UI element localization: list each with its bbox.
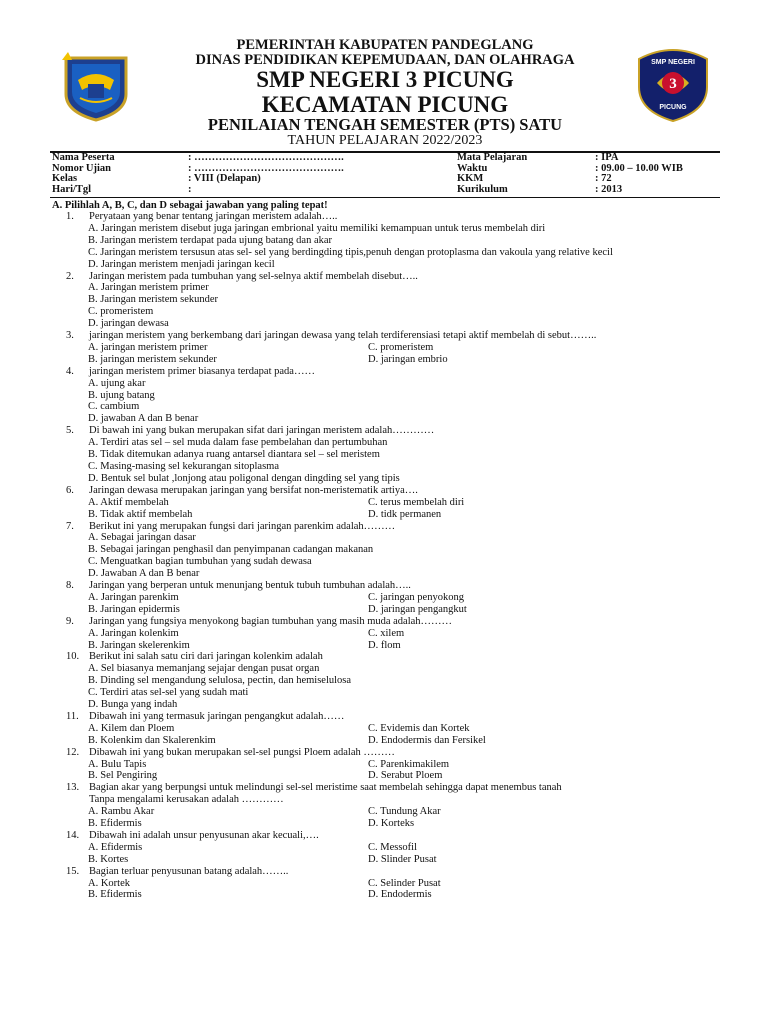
answer-option: C. promeristem xyxy=(88,306,154,318)
answer-option-row xyxy=(48,640,716,652)
answer-option: C. Terdiri atas sel-sel yang sudah mati xyxy=(88,687,249,699)
header-district: KECAMATAN PICUNG xyxy=(261,92,509,117)
info-value: : ……………………………………. xyxy=(188,152,344,163)
emblem-top-text: SMP NEGERI xyxy=(651,59,695,66)
answer-option-row xyxy=(48,604,716,616)
question-number: 2. xyxy=(66,270,74,282)
question-text: Di bawah ini yang bukan merupakan sifat dari jaringan meristem adalah………… xyxy=(89,425,435,437)
answer-option: C. Selinder Pusat xyxy=(368,877,441,889)
answer-option: A. Jaringan meristem primer xyxy=(88,282,209,294)
answer-option: C. promeristem xyxy=(368,341,434,353)
answer-option: D. Endodermis xyxy=(368,889,432,901)
answer-option: B. Efidermis xyxy=(88,889,142,901)
question-number: 13. xyxy=(66,782,80,794)
info-label: Hari/Tgl xyxy=(52,183,92,195)
question-item xyxy=(48,521,716,533)
answer-option: C. xilem xyxy=(368,627,405,639)
question-number: 11. xyxy=(66,710,79,722)
question-text: Berikut ini salah satu ciri dari jaringan kolenkim adalah xyxy=(89,651,323,663)
question-item xyxy=(48,366,716,378)
answer-option-row xyxy=(48,723,716,735)
answer-option: A. Jaringan kolenkim xyxy=(88,627,179,639)
answer-option: D. Serabut Ploem xyxy=(368,770,443,782)
question-item xyxy=(48,580,716,592)
question-text: Berikut ini yang merupakan fungsi dari jaringan parenkim adalah……… xyxy=(89,520,396,532)
info-row xyxy=(52,185,718,196)
info-value: : 72 xyxy=(595,173,612,184)
question-number: 8. xyxy=(66,580,74,592)
answer-option-row xyxy=(48,842,716,854)
header-academic-year: TAHUN PELAJARAN 2022/2023 xyxy=(287,133,483,148)
answer-option: B. Tidak aktif membelah xyxy=(88,508,193,520)
question-number: 15. xyxy=(66,865,80,877)
info-row xyxy=(52,164,718,175)
question-item xyxy=(48,616,716,628)
answer-option: D. jaringan dewasa xyxy=(88,318,169,330)
question-number: 5. xyxy=(66,425,74,437)
answer-option-row xyxy=(48,354,716,366)
question-item xyxy=(48,330,716,342)
question-text: Bagian akar yang berpungsi untuk melindungi sel-sel meristime saat membelah sehingga dapat menembus tanah xyxy=(89,782,562,794)
answer-option: C. Jaringan meristem tersusun atas sel- sel yang berdingding tipis,penuh dengan protoplasma dan vakoula yang relative kecil xyxy=(88,246,613,258)
question-item xyxy=(48,782,716,794)
answer-option: B. jaringan meristem sekunder xyxy=(88,353,217,365)
answer-option: B. Dinding sel mengandung selulosa, pectin, dan hemiselulosa xyxy=(88,675,352,687)
answer-option: A. Sebagai jaringan dasar xyxy=(88,532,196,544)
question-number: 7. xyxy=(66,520,74,532)
answer-option: A. Aktif membelah xyxy=(88,496,169,508)
question-list xyxy=(48,211,716,901)
answer-option-row xyxy=(48,806,716,818)
info-row xyxy=(52,174,718,185)
answer-option: B. Kortes xyxy=(88,853,129,865)
answer-option: A. ujung akar xyxy=(88,377,146,389)
answer-option: D. tidk permanen xyxy=(368,508,442,520)
answer-option: D. Jaringan meristem menjadi jaringan kecil xyxy=(88,258,275,270)
question-item xyxy=(48,425,716,437)
answer-option: B. Jaringan meristem sekunder xyxy=(88,294,219,306)
info-value: : 09.00 – 10.00 WIB xyxy=(595,162,683,174)
question-text: jaringan meristem primer biasanya terdapat pada…… xyxy=(89,365,315,377)
answer-option: A. Jaringan parenkim xyxy=(88,591,179,603)
answer-option: B. Jaringan epidermis xyxy=(88,603,180,615)
answer-option: D. jaringan pengangkut xyxy=(368,603,467,615)
question-item xyxy=(48,830,716,842)
question-text-continued: Tanpa mengalami kerusakan adalah ………… xyxy=(89,794,284,806)
info-label: Kurikulum xyxy=(457,183,508,195)
header-government: PEMERINTAH KABUPATEN PANDEGLANG xyxy=(236,37,534,53)
question-text: Jaringan dewasa merupakan jaringan yang bersifat non-meristematik artiya…. xyxy=(89,484,418,496)
question-number: 4. xyxy=(66,365,74,377)
answer-option: B. Kolenkim dan Skalerenkim xyxy=(88,734,216,746)
question-number: 10. xyxy=(66,651,80,663)
question-item xyxy=(48,211,716,223)
info-label: Kelas xyxy=(52,173,78,184)
answer-option: A. Efidermis xyxy=(88,841,143,853)
answer-option: D. jawaban A dan B benar xyxy=(88,413,199,425)
question-item xyxy=(48,747,716,759)
question-item xyxy=(48,485,716,497)
answer-option: C. Parenkimakilem xyxy=(368,758,450,770)
question-number: 14. xyxy=(66,829,80,841)
header-school-name: SMP NEGERI 3 PICUNG xyxy=(256,67,514,92)
answer-option-row xyxy=(48,342,716,354)
pandeglang-regency-emblem xyxy=(58,50,134,122)
student-info-table xyxy=(52,153,718,195)
answer-option: D. Slinder Pusat xyxy=(368,853,437,865)
question-number: 9. xyxy=(66,615,74,627)
answer-option: C. Masing-masing sel kekurangan sitoplasma xyxy=(88,461,280,472)
answer-option: D. Endodermis dan Fersikel xyxy=(368,734,486,746)
info-value: : xyxy=(188,183,192,195)
answer-option: B. Sel Pengiring xyxy=(88,770,158,782)
answer-option-row xyxy=(48,628,716,640)
answer-option: C. Messofil xyxy=(368,841,418,853)
info-label: KKM xyxy=(457,173,484,184)
answer-option: A. Sel biasanya memanjang sejajar dengan pusat organ xyxy=(88,663,320,675)
answer-option: B. Efidermis xyxy=(88,818,142,830)
answer-option: B. Jaringan meristem terdapat pada ujung batang dan akar xyxy=(88,234,333,246)
answer-option-row xyxy=(48,854,716,866)
answer-option: D. Bentuk sel bulat ,lonjong atau poligonal dengan dingding sel yang tipis xyxy=(88,472,400,484)
answer-option: A. Rambu Akar xyxy=(88,806,155,818)
question-text: Dibawah ini adalah unsur penyusunan akar kecuali,…. xyxy=(89,829,319,841)
question-text: Dibawah ini yang termasuk jaringan pengangkut adalah…… xyxy=(89,710,345,722)
answer-option: A. jaringan meristem primer xyxy=(88,341,208,353)
answer-option-row xyxy=(48,878,716,890)
info-divider xyxy=(50,197,720,198)
question-text: Jaringan yang fungsiya menyokong bagian tumbuhan yang masih muda adalah……… xyxy=(89,615,453,627)
answer-option: B. Jaringan skelerenkim xyxy=(88,639,190,651)
answer-option: A. Terdiri atas sel – sel muda dalam fase pembelahan dan pertumbuhan xyxy=(88,437,388,449)
answer-option-row xyxy=(48,592,716,604)
question-text: Jaringan meristem pada tumbuhan yang sel-selnya aktif membelah disebut….. xyxy=(89,270,418,282)
question-number: 1. xyxy=(66,211,74,222)
answer-option: D. Jawaban A dan B benar xyxy=(88,568,200,580)
question-item xyxy=(48,711,716,723)
answer-option: C. Evidemis dan Kortek xyxy=(368,722,470,734)
answer-option: C. terus membelah diri xyxy=(368,496,465,508)
question-item xyxy=(48,866,716,878)
answer-option-row xyxy=(48,759,716,771)
answer-option: D. jaringan embrio xyxy=(368,353,448,365)
answer-option-row xyxy=(48,770,716,782)
answer-option-row xyxy=(48,735,716,747)
header-exam-title: PENILAIAN TENGAH SEMESTER (PTS) SATU xyxy=(207,115,563,134)
question-item xyxy=(48,271,716,283)
info-value: : IPA xyxy=(595,152,619,163)
answer-option: A. Kilem dan Ploem xyxy=(88,722,175,734)
answer-option: A. Jaringan meristem disebut juga jaringan embrional yaitu memiliki kemampuan untuk terus membelah diri xyxy=(88,222,546,234)
info-row xyxy=(52,153,718,164)
info-value: : ……………………………………. xyxy=(188,162,344,174)
question-text: Dibawah ini yang bukan merupakan sel-sel pungsi Ploem adalah ……… xyxy=(89,746,395,758)
answer-option: C. cambium xyxy=(88,401,140,413)
question-number: 3. xyxy=(66,330,74,342)
answer-option: D. flom xyxy=(368,639,401,651)
question-number: 6. xyxy=(66,484,74,496)
question-text: Jaringan yang berperan untuk menunjang bentuk tubuh tumbuhan adalah….. xyxy=(89,580,411,592)
question-text: Bagian terluar penyusunan batang adalah…….. xyxy=(89,865,289,877)
info-value: : 2013 xyxy=(595,183,623,195)
answer-option: D. Bunga yang indah xyxy=(88,699,178,711)
emblem-number: 3 xyxy=(669,76,677,92)
answer-option: A. Bulu Tapis xyxy=(88,758,147,770)
question-text: jaringan meristem yang berkembang dari jaringan dewasa yang telah terdiferensiasi tetapi aktif membelah di sebut…….. xyxy=(89,330,597,342)
smp-negeri-3-picung-emblem xyxy=(633,43,713,123)
question-number: 12. xyxy=(66,746,80,758)
question-item xyxy=(48,651,716,663)
answer-option-row xyxy=(48,818,716,830)
info-label: Mata Pelajaran xyxy=(457,152,528,163)
answer-option: C. jaringan penyokong xyxy=(368,591,464,603)
emblem-bottom-text: PICUNG xyxy=(659,104,687,111)
answer-option: A. Kortek xyxy=(88,877,130,889)
header-department: DINAS PENDIDIKAN KEPEMUDAAN, DAN OLAHRAGA xyxy=(195,52,575,68)
answer-option-row xyxy=(48,509,716,521)
info-label: Waktu xyxy=(457,162,488,174)
question-text: Peryataan yang benar tentang jaringan meristem adalah….. xyxy=(89,211,338,222)
answer-option: C. Menguatkan bagian tumbuhan yang sudah dewasa xyxy=(88,556,312,568)
answer-option-row xyxy=(48,497,716,509)
answer-option-row xyxy=(48,889,716,901)
info-label: Nama Peserta xyxy=(52,152,115,163)
section-instruction: A. Pilihlah A, B, C, dan D sebagai jawaban yang paling tepat! xyxy=(52,200,328,211)
answer-option: B. Tidak ditemukan adanya ruang antarsel diantara sel – sel meristem xyxy=(88,449,380,461)
answer-option: C. Tundung Akar xyxy=(368,806,441,818)
answer-option: B. ujung batang xyxy=(88,389,155,401)
info-value: : VIII (Delapan) xyxy=(188,173,261,184)
info-label: Nomor Ujian xyxy=(52,162,112,174)
answer-option: B. Sebagai jaringan penghasil dan penyimpanan cadangan makanan xyxy=(88,544,374,556)
answer-option: D. Korteks xyxy=(368,818,415,830)
